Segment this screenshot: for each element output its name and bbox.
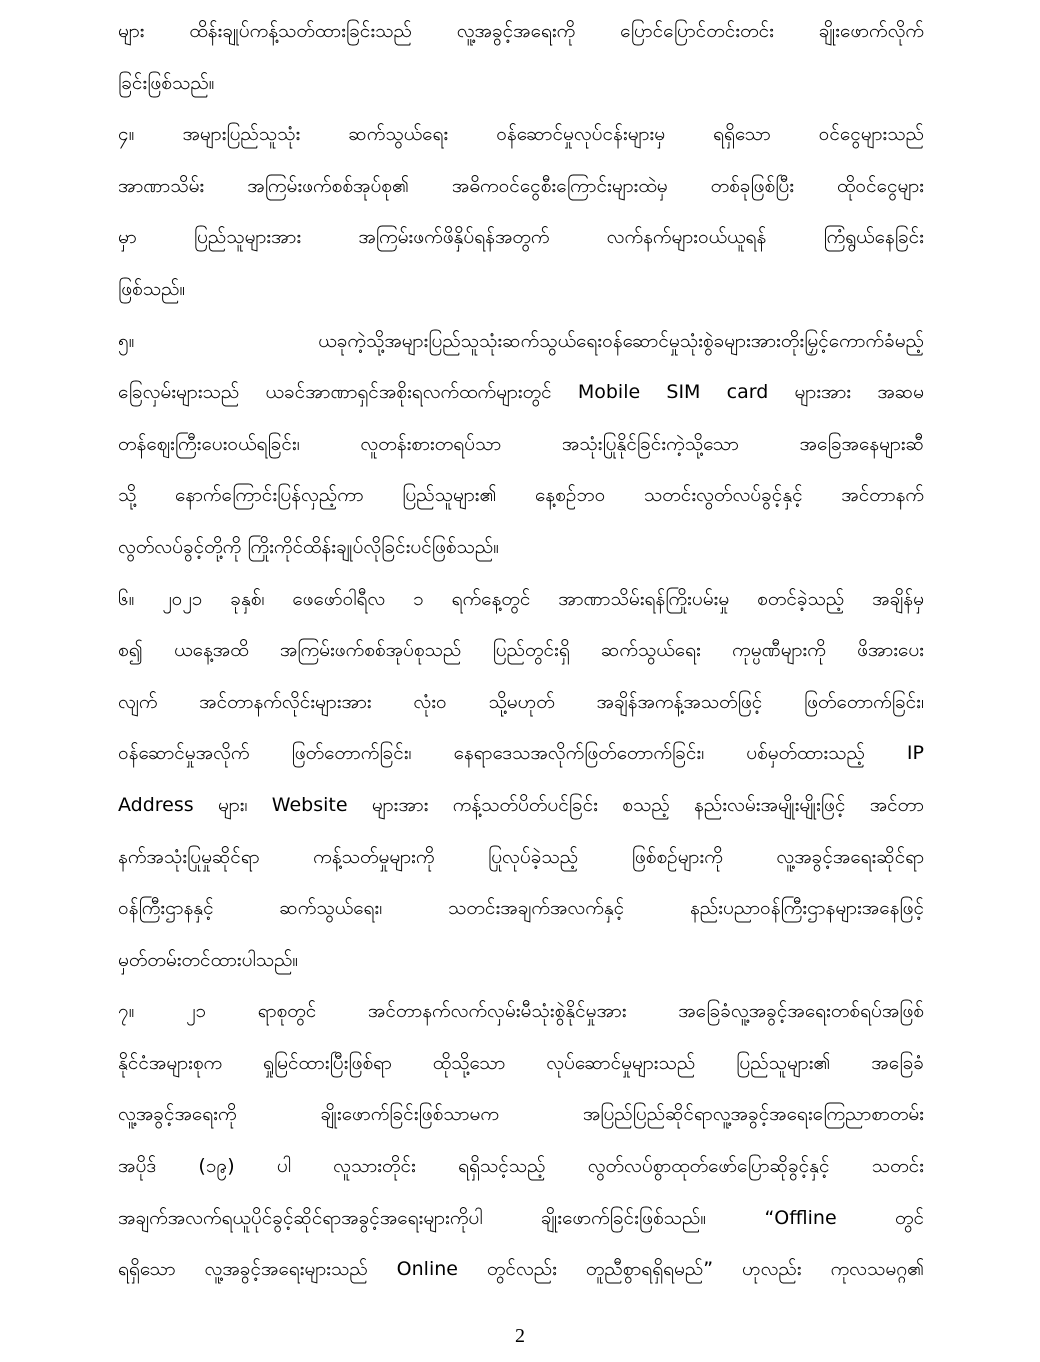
text-line: ရရှိသော လူ့အခွင့်အရေးများသည် Online တွင်လည်း တူညီစွာရရှိရမည်” ဟုလည်း ကုလသမဂ္ဂ၏ — [118, 1258, 924, 1281]
page-number: 2 — [515, 1325, 525, 1347]
text-line: နိုင်ငံအများစုက ရှုမြင်ထားပြီးဖြစ်ရာ ထိုသို့သော လုပ်ဆောင်မှုများသည် ပြည်သူများ၏ အခြေခံ — [118, 1051, 924, 1074]
text-line: Address များ၊ Website များအား ကန့်သတ်ပိတ်ပင်ခြင်း စသည့် နည်းလမ်းအမျိုးမျိုးဖြင့် အင်တာ — [118, 793, 924, 816]
text-line: မှတ်တမ်းတင်ထားပါသည်။ — [118, 948, 299, 971]
text-line: အချက်အလက်ရယူပိုင်ခွင့်ဆိုင်ရာအခွင့်အရေးများကိုပါ ချိုးဖောက်ခြင်းဖြစ်သည်။ “Offline တွင် — [118, 1206, 924, 1229]
text-line: ဖြစ်သည်။ — [118, 277, 186, 300]
text-line: လျက် အင်တာနက်လိုင်းများအား လုံးဝ သို့မဟုတ် အချိန်အကန့်အသတ်ဖြင့် ဖြတ်တောက်ခြင်း၊ — [118, 690, 924, 713]
paragraph-5-start: ၅။ ယခုကဲ့သို့အများပြည်သူသုံးဆက်သွယ်ရေးဝန်ဆောင်မှုသုံးစွဲခများအားတိုးမြှင့်ကောက်ခံမည့် — [118, 329, 924, 352]
paragraph-7-start: ၇။ ၂၁ ရာစုတွင် အင်တာနက်လက်လှမ်းမီသုံးစွဲနိုင်မှုအား အခြေခံလူ့အခွင့်အရေးတစ်ရပ်အဖြစ် — [118, 1000, 924, 1023]
text-line: အပိုဒ် (၁၉) ပါ လူသားတိုင်း ရရှိသင့်သည့် လွတ်လပ်စွာထုတ်ဖော်ပြောဆိုခွင့်နှင့် သတင်း — [118, 1155, 924, 1178]
paragraph-4-start: ၄။ အများပြည်သူသုံး ဆက်သွယ်ရေး ဝန်ဆောင်မှုလုပ်ငန်းများမှ ရရှိသော ဝင်ငွေများသည် — [118, 123, 924, 146]
text-line: များ ထိန်းချုပ်ကန့်သတ်ထားခြင်းသည် လူ့အခွင့်အရေးကို ပြောင်ပြောင်တင်းတင်း ချိုးဖောက်လိုက် — [118, 20, 924, 42]
paragraph-6-start: ၆။ ၂၀၂၁ ခုနှစ်၊ ဖေဖော်ဝါရီလ ၁ ရက်နေ့တွင် အာဏာသိမ်းရန်ကြိုးပမ်းမှု စတင်ခဲ့သည့် အချိန်မှ — [118, 587, 924, 610]
text-line: နက်အသုံးပြုမှုဆိုင်ရာ ကန့်သတ်မှုများကို ပြုလုပ်ခဲ့သည့် ဖြစ်စဉ်များကို လူ့အခွင့်အရေးဆိုင်ရာ — [118, 845, 924, 868]
text-line: လွတ်လပ်ခွင့်တို့ကို ကြိုးကိုင်ထိန်းချုပ်လိုခြင်းပင်ဖြစ်သည်။ — [118, 535, 499, 558]
text-line: မှာ ပြည်သူများအား အကြမ်းဖက်ဖိနှိပ်ရန်အတွက် လက်နက်များဝယ်ယူရန် ကြံရွယ်နေခြင်း — [118, 226, 924, 249]
text-line: ခြေလှမ်းများသည် ယခင်အာဏာရှင်အစိုးရလက်ထက်များတွင် Mobile SIM card များအား အဆမ — [118, 381, 924, 404]
text-line: သို့ နောက်ကြောင်းပြန်လှည့်ကာ ပြည်သူများ၏ နေ့စဉ်ဘဝ သတင်းလွတ်လပ်ခွင့်နှင့် အင်တာနက် — [118, 484, 924, 507]
text-line: ဝန်ကြီးဌာနနှင့် ဆက်သွယ်ရေး၊ သတင်းအချက်အလက်နှင့် နည်းပညာဝန်ကြီးဌာနများအနေဖြင့် — [118, 897, 924, 920]
text-line: ခြင်းဖြစ်သည်။ — [118, 71, 215, 94]
text-line: စ၍ ယနေ့အထိ အကြမ်းဖက်စစ်အုပ်စုသည် ပြည်တွင်းရှိ ဆက်သွယ်ရေး ကုမ္ပဏီများကို ဖိအားပေး — [118, 639, 924, 662]
text-line: အာဏာသိမ်း အကြမ်းဖက်စစ်အုပ်စု၏ အဓိကဝင်ငွေစီးကြောင်းများထဲမှ တစ်ခုဖြစ်ပြီး ထိုဝင်ငွေများ — [118, 174, 924, 197]
text-line: တန်ဈေးကြီးပေးဝယ်ရခြင်း၊ လူတန်းစားတရပ်သာ အသုံးပြုနိုင်ခြင်းကဲ့သို့သော အခြေအနေများဆီ — [118, 432, 924, 455]
text-line: ဝန်ဆောင်မှုအလိုက် ဖြတ်တောက်ခြင်း၊ နေရာဒေသအလိုက်ဖြတ်တောက်ခြင်း၊ ပစ်မှတ်ထားသည့် IP — [118, 742, 924, 765]
body-text — [118, 6, 924, 1296]
text-line: လူ့အခွင့်အရေးကို ချိုးဖောက်ခြင်းဖြစ်သာမက အပြည်ပြည်ဆိုင်ရာလူ့အခွင့်အရေးကြေညာစာတမ်း — [118, 1103, 924, 1126]
